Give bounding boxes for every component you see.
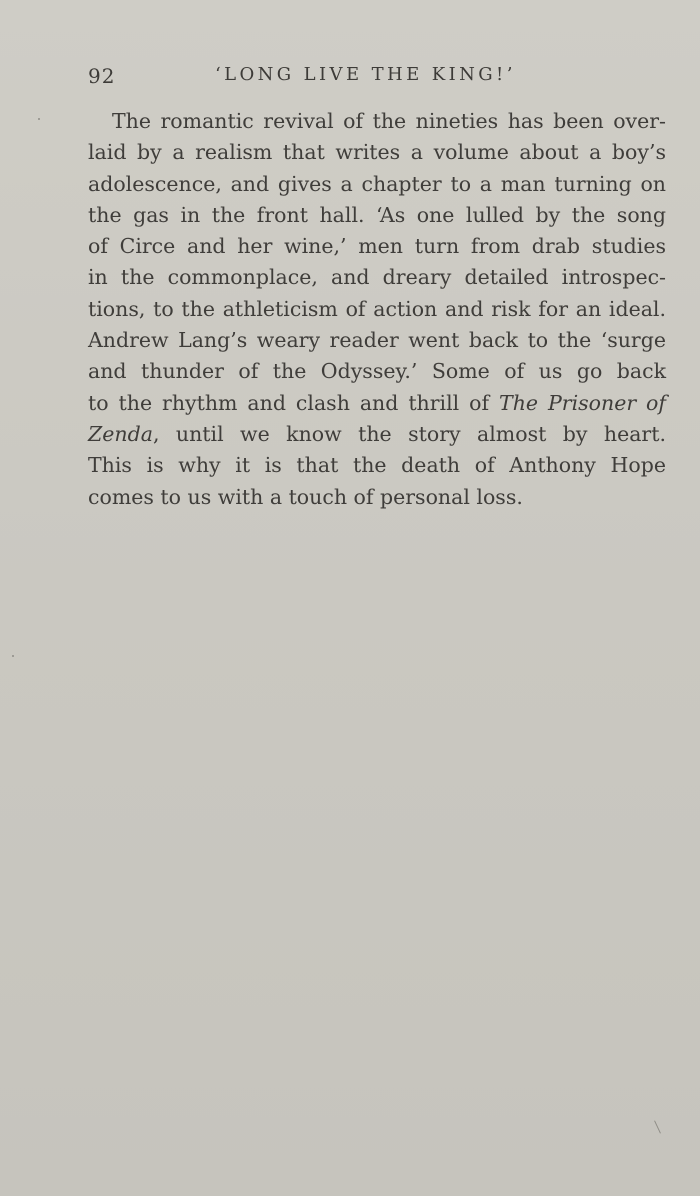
running-head: [88, 64, 666, 94]
page-number: 92: [88, 64, 116, 88]
text-line: the gas in the front hall. ‘As one lulled by the song: [88, 202, 666, 227]
text-line: comes to us with a touch of personal loss.: [88, 484, 523, 509]
text-line: Andrew Lang’s weary reader went back to the ‘surge: [88, 328, 666, 353]
text-line: [88, 419, 666, 450]
paper-speck: [654, 1120, 661, 1133]
text-line: adolescence, and gives a chapter to a man turning on: [88, 171, 666, 196]
book-title-italic: The Prisoner of: [499, 390, 666, 415]
book-title-italic: Zenda: [88, 421, 153, 446]
text-line: The romantic revival of the nineties has been over-: [112, 109, 666, 133]
text-line: of Circe and her wine,’ men turn from drab studies: [88, 234, 666, 259]
text-segment: , until we know the story almost by heart.: [152, 421, 666, 446]
body-paragraph: [88, 106, 666, 513]
text-line: laid by a realism that writes a volume about a boy’s: [88, 140, 666, 165]
text-line: and thunder of the Odyssey.’ Some of us go back: [88, 359, 666, 384]
paper-speck: [38, 118, 40, 120]
text-line: [88, 388, 666, 419]
paper-speck: [12, 655, 14, 657]
text-line: This is why it is that the death of Anthony Hope: [88, 453, 666, 478]
text-line: tions, to the athleticism of action and risk for an ideal.: [88, 296, 666, 321]
text-line: in the commonplace, and dreary detailed introspec-: [88, 265, 666, 290]
running-title: ‘LONG LIVE THE KING!’: [215, 64, 516, 85]
text-segment: to the rhythm and clash and thrill of: [88, 390, 500, 415]
